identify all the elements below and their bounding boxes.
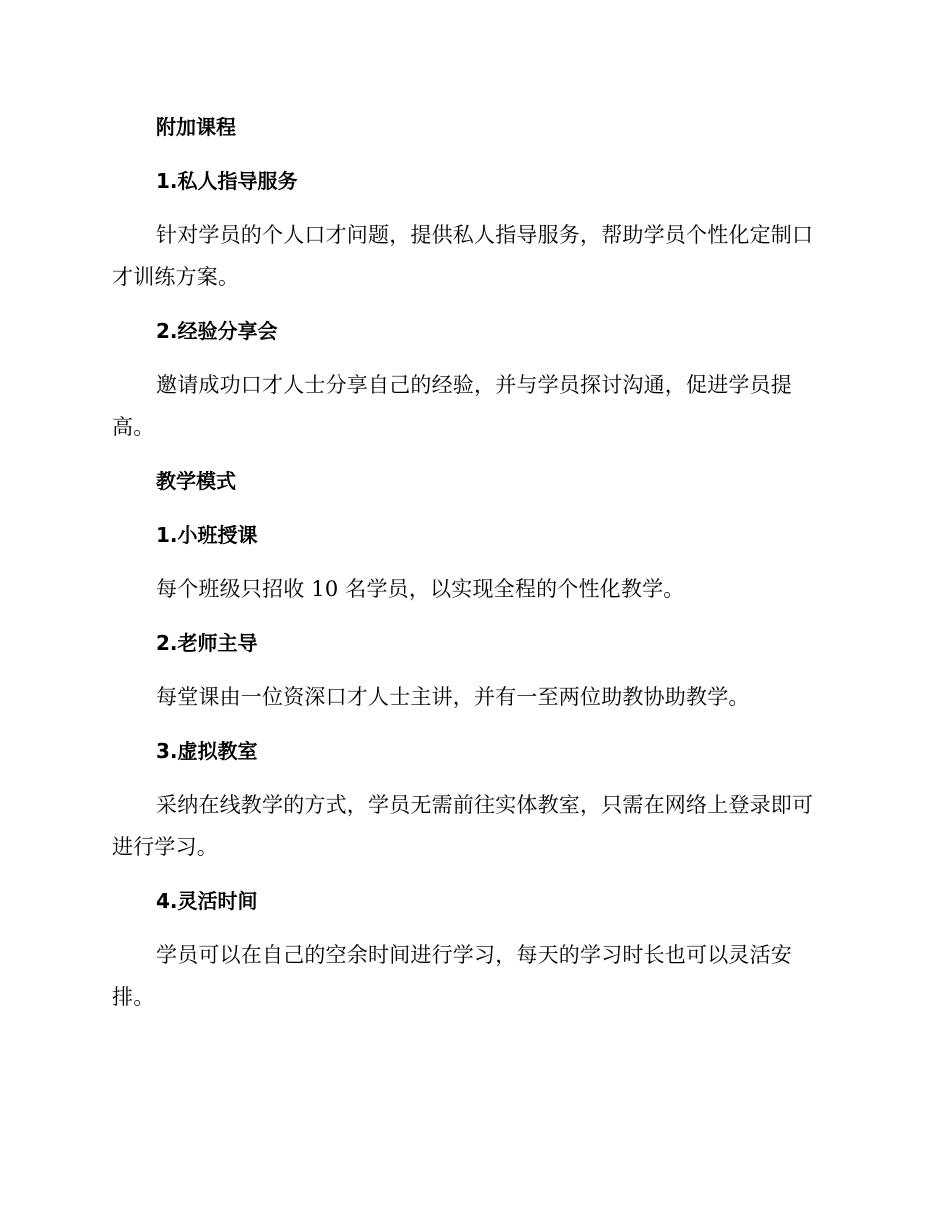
subheading-virtual-classroom: 3.虚拟教室 xyxy=(156,739,258,763)
subheading-experience-sharing: 2.经验分享会 xyxy=(156,319,278,343)
subheading-teacher-led: 2.老师主导 xyxy=(156,631,258,655)
section-heading-teaching-mode: 教学模式 xyxy=(156,469,236,493)
document-body xyxy=(112,106,834,1030)
paragraph-private-tutoring: 针对学员的个人口才问题，提供私人指导服务，帮助学员个性化定制口才训练方案。 xyxy=(112,223,814,289)
subheading-small-class: 1.小班授课 xyxy=(156,523,258,547)
section-heading-additional-courses: 附加课程 xyxy=(156,115,236,139)
paragraph-teacher-led: 每堂课由一位资深口才人士主讲，并有一至两位助教协助教学。 xyxy=(156,685,750,709)
subheading-flexible-time: 4.灵活时间 xyxy=(156,889,258,913)
paragraph-small-class: 每个班级只招收 10 名学员，以实现全程的个性化教学。 xyxy=(156,577,685,601)
paragraph-experience-sharing: 邀请成功口才人士分享自己的经验，并与学员探讨沟通，促进学员提高。 xyxy=(112,373,792,439)
paragraph-virtual-classroom: 采纳在线教学的方式，学员无需前往实体教室，只需在网络上登录即可进行学习。 xyxy=(112,793,814,859)
subheading-private-tutoring: 1.私人指导服务 xyxy=(156,169,298,193)
paragraph-flexible-time: 学员可以在自己的空余时间进行学习，每天的学习时长也可以灵活安排。 xyxy=(112,943,792,1009)
